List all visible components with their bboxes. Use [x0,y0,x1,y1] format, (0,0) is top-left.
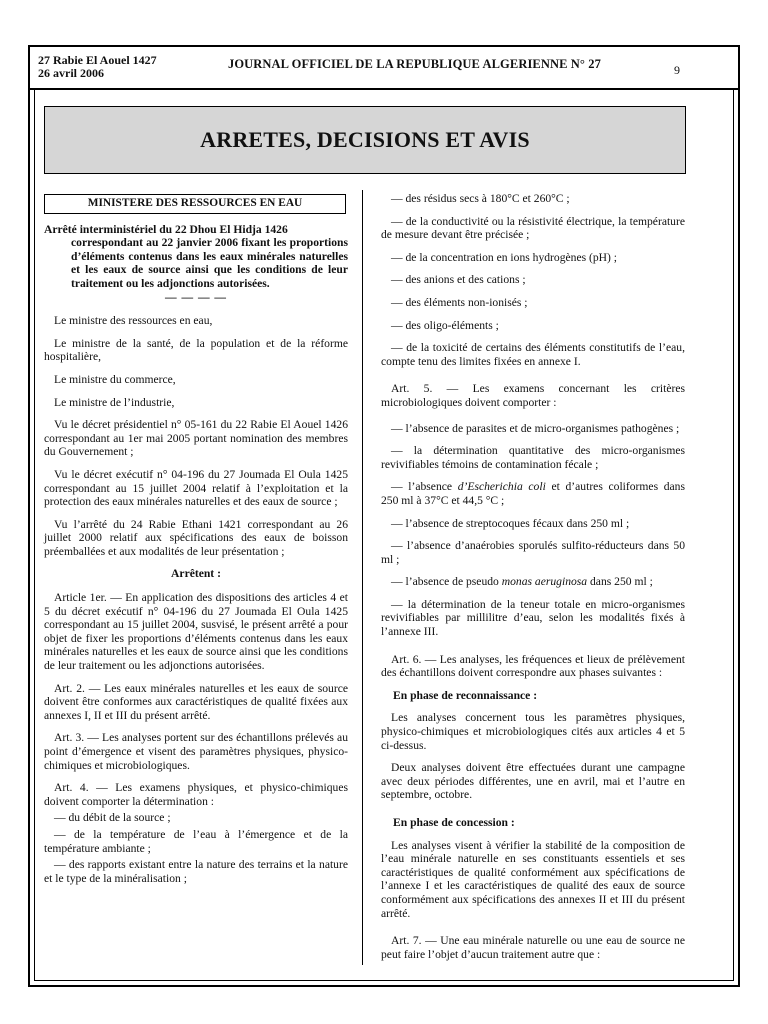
list-item: — de la toxicité de certains des éléments constitutifs de l’eau, compte tenu des limites fixées en annexe I. [381,341,685,368]
journal-title: JOURNAL OFFICIEL DE LA REPUBLIQUE ALGERIENNE N° 27 [228,57,601,71]
text-span: — l’absence [391,480,458,494]
list-item: — de la conductivité ou la résistivité électrique, la température de mesure devant être précisée ; [381,214,685,242]
ministry-heading: MINISTERE DES RESSOURCES EN EAU [44,194,346,214]
header-date [38,54,157,80]
list-item: — des éléments non-ionisés ; [391,295,528,309]
list-item: — l’absence de parasites et de micro-organismes pathogènes ; [391,421,680,435]
article-5: Art. 5. — Les examens concernant les critères microbiologiques doivent comporter : [381,382,685,409]
right-column [381,192,685,970]
text-span: — l’absence de pseudo [391,575,502,589]
paragraph: Le ministre de la santé, de la population et de la réforme hospitalière, [44,336,348,364]
phase-heading: En phase de reconnaissance : [393,688,538,702]
section-title: ARRETES, DECISIONS ET AVIS [44,106,686,174]
list-item [381,575,685,589]
paragraph: Vu l’arrêté du 24 Rabie Ethani 1421 correspondant au 26 juillet 2000 relatif aux spécifications des eaux de boisson préemballées et aux modalités de leur présentation ; [44,517,348,558]
list-item: — l’absence de streptocoques fécaux dans 250 ml ; [391,516,630,530]
arretent-heading: Arrêtent : [171,567,221,581]
arrete-title-rest: correspondant au 22 janvier 2006 fixant les proportions d’éléments contenus dans les eaux minérales naturelles et les eaux de source ainsi que les conditions de leur traitement ou les adjonctions autorisées. [71,236,348,290]
paragraph: Le ministre des ressources en eau, [54,314,213,328]
article-7: Art. 7. — Une eau minérale naturelle ou une eau de source ne peut faire l’objet d’aucun traitement autre que : [381,934,685,961]
header-date-gregorian: 26 avril 2006 [38,66,104,80]
paragraph: Le ministre de l’industrie, [54,395,175,409]
article-6: Art. 6. — Les analyses, les fréquences et lieux de prélèvement des échantillons doivent correspondre aux phases suivantes : [381,652,685,680]
header-date-hijri: 27 Rabie El Aouel 1427 [38,53,157,67]
article-1: Article 1er. — En application des dispositions des articles 4 et 5 du décret exécutif n° 04-196 du 27 Joumada El Oula 1425 correspondant au 15 juillet 2004, susvisé, le présent arrêté a pour objet de fixer les proportions d’éléments contenus dans les eaux minérales naturelles et les eaux de source ainsi que les conditions de leur traitement ou les adjonctions autorisées. [44,591,348,673]
paragraph: Vu le décret présidentiel n° 05-161 du 22 Rabie El Aouel 1426 correspondant au 1er mai 2005 portant nomination des membres du Gouvernement ; [44,418,348,459]
arrete-title [44,223,348,291]
list-item: — la détermination de la teneur totale en micro-organismes revivifiables par millilitre d’eau, selon les modalités fixés à l’annexe III. [381,597,685,639]
paragraph: Vu le décret exécutif n° 04-196 du 27 Joumada El Oula 1425 correspondant au 15 juillet 2004 relatif à l’exploitation et la protection des eaux minérales naturelles et des eaux de source ; [44,467,348,509]
arrete-title-line1: Arrêté interministériel du 22 Dhou El Hidja 1426 [44,222,288,236]
paragraph: Les analyses visent à vérifier la stabilité de la composition de l’eau minérale naturelle en ses constituants essentiels et ses caractéristiques de qualité conformément aux spécifications de l’annexe I et les caractéristiques de qualité des eaux de source conformément aux spécifications des annexes II et III du présent arrêté. [381,838,685,920]
left-column [44,192,348,888]
text-span: et d’autres coliformes dans 250 ml à 37°C et 44,5 °C ; [381,480,685,507]
list-item: — des rapports existant entre la nature des terrains et la nature et le type de la minéralisation ; [44,858,348,885]
title-separator: — — — — [164,290,228,304]
paragraph: Les analyses concernent tous les paramètres physiques, physico-chimiques et microbiologiques cités aux articles 4 et 5 ci-dessus. [381,711,685,752]
paragraph: Le ministre du commerce, [54,372,176,386]
list-item: — du débit de la source ; [54,811,171,825]
list-item: — des oligo-éléments ; [391,318,499,332]
list-item: — l’absence d’anaérobies sporulés sulfito-réducteurs dans 50 ml ; [381,539,685,566]
list-item: — la détermination quantitative des micro-organismes revivifiables témoins de contamination fécale ; [381,444,685,471]
article-2: Art. 2. — Les eaux minérales naturelles et les eaux de source doivent être conformes aux caractéristiques de qualité fixées aux annexes I, II et III du présent arrêté. [44,681,348,722]
column-divider [362,190,363,965]
page-header [28,45,740,90]
paragraph: Deux analyses doivent être effectuées durant une campagne avec deux périodes différentes, une en avril, mai et l’autre en septembre, octobre. [381,761,685,802]
list-item [381,480,685,507]
list-item: — des anions et des cations ; [391,273,526,287]
phase-heading: En phase de concession : [393,816,515,829]
page-number: 9 [674,63,680,77]
italic-term: monas aeruginosa [501,575,588,589]
italic-term: d’Escherichia coli [457,480,546,494]
text-span: dans 250 ml ; [587,575,653,589]
list-item: — de la concentration en ions hydrogènes (pH) ; [391,250,618,264]
list-item: — des résidus secs à 180°C et 260°C ; [391,192,570,205]
list-item: — de la température de l’eau à l’émergence et de la température ambiante ; [44,827,348,855]
article-4: Art. 4. — Les examens physiques, et physico-chimiques doivent comporter la détermination : [44,781,348,808]
article-3: Art. 3. — Les analyses portent sur des échantillons prélevés au point d’émergence et visent des paramètres physiques, physico-chimiques et microbiologiques. [44,731,348,772]
